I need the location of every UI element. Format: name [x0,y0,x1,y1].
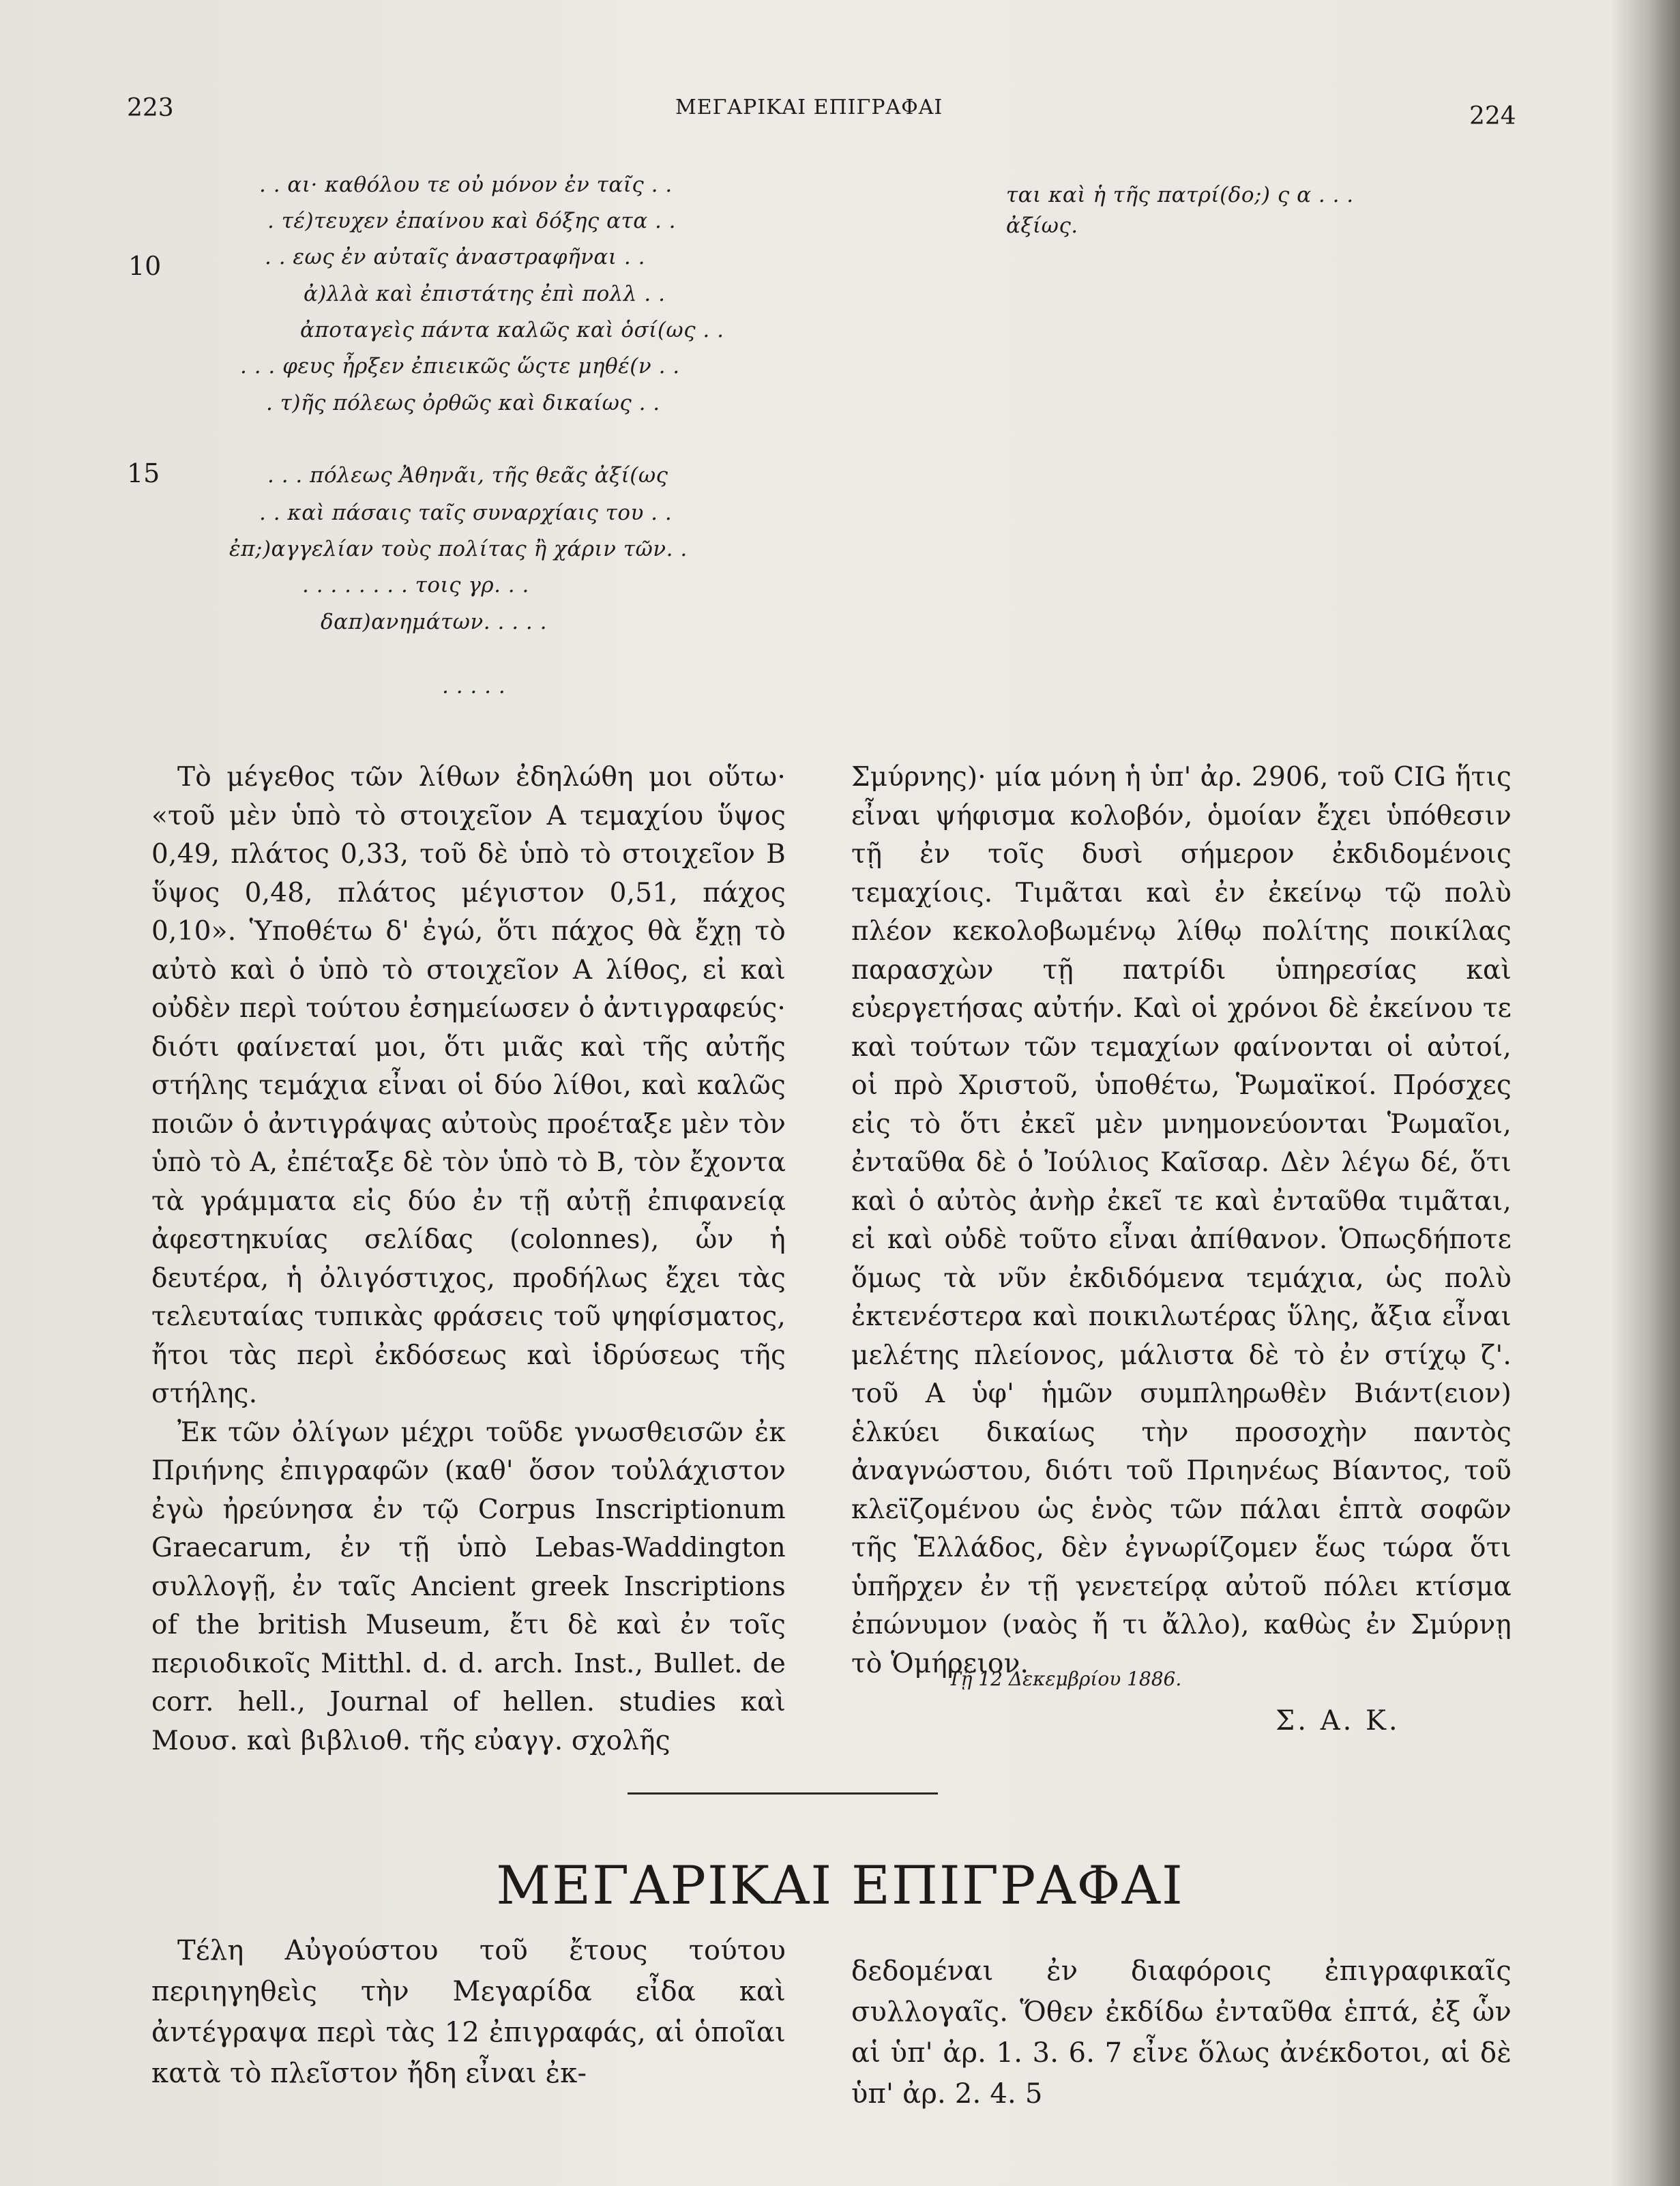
inscription-line: . . . . . [442,674,506,698]
line-number: 10 [128,251,162,281]
commentary-right-column [851,758,1512,1683]
page-number-left: 223 [127,94,174,122]
line-number: 15 [127,458,160,488]
inscription-line: . τέ)τευχεν ἐπαίνου καὶ δόξης ατα . . [267,209,677,233]
paragraph: Τέλη Αὐγούστου τοῦ ἔτους τούτου περιηγηθεὶς τὴν Μεγαρίδα εἶδα καὶ ἀντέγραψα περὶ τὰς 12 ἐπιγραφάς, αἱ ὁποῖαι κατὰ τὸ πλεῖστον ἤδη εἶναι ἐκ- [151,1935,786,2089]
section-title: ΜΕΓΑΡΙΚΑΙ ΕΠΙΓΡΑΦΑΙ [496,1855,1184,1917]
signature: Σ. Α. Κ. [1276,1705,1400,1737]
page-number-right: 224 [1469,102,1516,130]
inscription-line: . τ)ῆς πόλεως ὀρθῶς καὶ δικαίως . . [266,391,660,415]
running-title: ΜΕΓΑΡΙΚΑΙ ΕΠΙΓΡΑΦΑΙ [675,95,943,119]
book-spine-shadow [1610,0,1680,2186]
inscription-line: . . εως ἐν αὐταῖς ἀναστραφῆναι . . [265,245,645,269]
inscription-line: . . . πόλεως Ἀθηνᾶι, τῆς θεᾶς ἀξί(ως [267,463,668,488]
inscription-line: . . . . . . . . τοις γρ. . . [302,573,529,597]
commentary-left-column [151,758,786,1760]
section-rule [628,1792,938,1794]
paragraph: δεδομέναι ἐν διαφόροις ἐπιγραφικαῖς συλλογαῖς. Ὅθεν ἐκδίδω ἐνταῦθα ἑπτά, ἐξ ὧν αἱ ὑπ' ἀρ. 1. 3. 6. 7 εἶνε ὅλως ἀνέκδοτοι, αἱ δὲ ὑπ' ἀρ. 2. 4. 5 [851,1955,1512,2110]
section-right-column [851,1951,1512,2114]
inscription-right-line: ἀξίως. [1006,213,1078,238]
section-left-column [151,1930,786,2094]
paragraph: Σμύρνης)· μία μόνη ἡ ὑπ' ἀρ. 2906, τοῦ CIG ἥτις εἶναι ψήφισμα κολοβόν, ὁμοίαν ἔχει ὑπόθεσιν τῇ ἐν τοῖς δυσὶ σήμερον ἐκδιδομένοις τεμαχίοις. Τιμᾶται καὶ ἐν ἐκείνῳ τῷ πολὺ πλέον κεκολοβωμένῳ λίθῳ πολίτης ποικίλας παρασχὼν τῇ πατρίδι ὑπηρεσίας καὶ εὐεργετήσας αὐτήν. Καὶ οἱ χρόνοι δὲ ἐκείνου τε καὶ τούτων τῶν τεμαχίων φαίνονται οἱ αὐτοί, οἱ πρὸ Χριστοῦ, ὑποθέτω, Ῥωμαϊκοί. Πρόσχες εἰς τὸ ὅτι ἐκεῖ μὲν μνημονεύονται Ῥωμαῖοι, ἐνταῦθα δὲ ὁ Ἰούλιος Καῖσαρ. Δὲν λέγω δέ, ὅτι καὶ ὁ αὐτὸς ἀνὴρ ἐκεῖ τε καὶ ἐνταῦθα τιμᾶται, εἰ καὶ οὐδὲ τοῦτο εἶναι ἀπίθανον. Ὁπωςδήποτε ὅμως τὰ νῦν ἐκδιδόμενα τεμάχια, ὡς πολὺ ἐκτενέστερα καὶ ποικιλωτέρας ὕλης, ἄξια εἶναι μελέτης πλείονος, μάλιστα δὲ τὸ ἐν στίχῳ ζ'. τοῦ Α ὑφ' ἡμῶν συμπληρωθὲν Βιάντ(ειον) ἑλκύει δικαίως τὴν προσοχὴν παντὸς ἀναγνώστου, διότι τοῦ Πριηνέως Βίαντος, τοῦ κλεϊζομένου ὡς ἑνὸς τῶν πάλαι ἑπτὰ σοφῶν τῆς Ἑλλάδος, δὲν ἐγνωρίζομεν ἕως τώρα ὅτι ὑπῆρχεν ἐν τῇ γενετείρᾳ αὐτοῦ πόλει κτίσμα ἐπώνυμον (ναὸς ἤ τι ἄλλο), καθὼς ἐν Σμύρνῃ τὸ Ὁμήρειον. [851,762,1512,1679]
inscription-line: . . αι· καθόλου τε οὐ μόνον ἐν ταῖς . . [259,173,673,197]
date-line: Τῇ 12 Δεκεμβρίου 1886. [948,1668,1182,1690]
inscription-line: ἀποταγεὶς πάντα καλῶς καὶ ὁσί(ως . . [300,318,724,342]
inscription-line: ἐπ;)αγγελίαν τοὺς πολίτας ἢ χάριν τῶν. . [229,537,688,561]
inscription-line: ἀ)λλὰ καὶ ἐπιστάτης ἐπὶ πολλ . . [304,282,666,306]
paragraph: Ἐκ τῶν ὀλίγων μέχρι τοῦδε γνωσθεισῶν ἐκ Πριήνης ἐπιγραφῶν (καθ' ὅσον τοὐλάχιστον ἐγὼ ἠρεύνησα ἐν τῷ Corpus Inscriptionum Graecarum, ἐν τῇ ὑπὸ Lebas-Waddington συλλογῇ, ἐν ταῖς Ancient greek Inscriptions of the british Museum, ἔτι δὲ καὶ ἐν τοῖς περιοδικοῖς Mitthl. d. d. arch. Inst., Bullet. de corr. hell., Journal of hellen. studies καὶ Μουσ. καὶ βιβλιοθ. τῆς εὐαγγ. σχολῆς [151,1417,786,1756]
paragraph: Τὸ μέγεθος τῶν λίθων ἐδηλώθη μοι οὕτω· «τοῦ μὲν ὑπὸ τὸ στοιχεῖον Α τεμαχίου ὕψος 0,49, πλάτος 0,33, τοῦ δὲ ὑπὸ τὸ στοιχεῖον Β ὕψος 0,48, πλάτος μέγιστον 0,51, πάχος 0,10». Ὑποθέτω δ' ἐγώ, ὅτι πάχος θὰ ἔχῃ τὸ αὐτὸ καὶ ὁ ὑπὸ τὸ στοιχεῖον Α λίθος, εἰ καὶ οὐδὲν περὶ τούτου ἐσημείωσεν ὁ ἀντιγραφεύς· διότι φαίνεταί μοι, ὅτι μιᾶς καὶ τῆς αὐτῆς στήλης τεμάχια εἶναι οἱ δύο λίθοι, καὶ καλῶς ποιῶν ὁ ἀντιγράψας αὐτοὺς προέταξε μὲν τὸν ὑπὸ τὸ Α, ἐπέταξε δὲ τὸν ὑπὸ τὸ Β, τὸν ἔχοντα τὰ γράμματα εἰς δύο ἐν τῇ αὐτῇ ἐπιφανείᾳ ἀφεστηκυίας σελίδας (colonnes), ὧν ἡ δευτέρα, ἡ ὀλιγόστιχος, προδήλως ἔχει τὰς τελευταίας τυπικὰς φράσεις τοῦ ψηφίσματος, ἤτοι τὰς περὶ ἐκδόσεως καὶ ἱδρύσεως τῆς στήλης. [151,762,786,1409]
inscription-right-line: ται καὶ ἡ τῆς πατρί(δο;) ς α . . . [1006,183,1354,207]
inscription-line: . . . φευς ἦρξεν ἐπιεικῶς ὥςτε μηθέ(ν . . [240,354,680,379]
inscription-line: . . καὶ πάσαις ταῖς συναρχίαις του . . [259,501,673,525]
inscription-line: δαπ)ανημάτων. . . . . [321,610,547,634]
